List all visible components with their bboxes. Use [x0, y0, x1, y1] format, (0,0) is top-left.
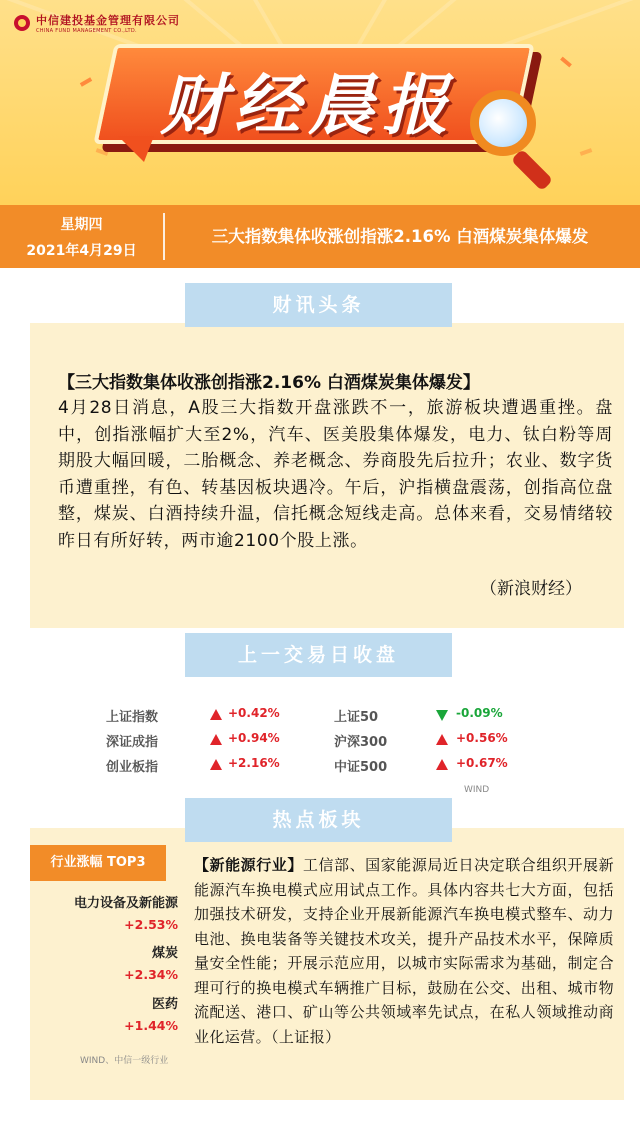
index-change: +0.94% [228, 731, 280, 745]
magnifier-handle-icon [511, 149, 553, 191]
headline: 三大指数集体收涨创指涨2.16% 白酒煤炭集体爆发 [211, 227, 589, 246]
sector-change: +2.53% [124, 917, 178, 932]
index-change: +0.42% [228, 706, 280, 720]
hot-section-label: 热点板块 [185, 798, 452, 842]
sector-change: +1.44% [124, 1018, 178, 1033]
date-block [0, 205, 163, 268]
company-name-en: CHINA FUND MANAGEMENT CO.,LTD. [36, 28, 137, 34]
up-arrow-icon [210, 759, 222, 770]
magnifier-icon [470, 90, 536, 156]
news-section-label: 财讯头条 [185, 283, 452, 327]
date: 2021年4月29日 [26, 243, 137, 259]
sector-change: +2.34% [124, 967, 178, 982]
news-title: 【三大指数集体收涨创指涨2.16% 白酒煤炭集体爆发】 [58, 373, 480, 393]
up-arrow-icon [210, 709, 222, 720]
index-name: 深证成指 [106, 735, 159, 750]
sector-name: 电力设备及新能源 [73, 896, 178, 911]
index-name: 上证指数 [106, 710, 159, 725]
hot-body-title: 【新能源行业】 [194, 856, 303, 874]
news-body: 4月28日消息，A股三大指数开盘涨跌不一，旅游板块遭遇重挫。盘中，创指涨幅扩大至2%，汽车、医美股集体爆发，电力、钛白粉等周期股大幅回暖，二胎概念、养老概念、券商股先后拉升；农业、数字货币遭重挫，有色、转基因板块遇冷。午后，沪指横盘震荡，创指高位盘整，煤炭、白酒持续升温，信托概念短线走高。总体来看，交易情绪较昨日有所好转，两市逾2100个股上涨。 [58, 398, 613, 551]
header-banner [0, 0, 640, 205]
hot-body-text: 工信部、国家能源局近日决定联合组织开展新能源汽车换电模式应用试点工作。具体内容共七大方面，包括加强技术研发，支持企业开展新能源汽车换电模式整车、动力电池、换电装备等关键技术攻关，提升产品技术水平，保障质量安全性能；开展示范应用，以城市实际需求为基础，制定合理可行的换电模式车辆推广目标，鼓励在公交、出租、城市物流配送、港口、矿山等公共领域率先试点，在私人领域推动商业化运营。（上证报） [194, 856, 614, 1046]
sector-name: 医药 [151, 997, 178, 1012]
up-arrow-icon [436, 734, 448, 745]
hot-source: WIND、中信一级行业 [80, 1056, 169, 1066]
up-arrow-icon [210, 734, 222, 745]
top3-label: 行业涨幅 TOP3 [30, 845, 166, 881]
down-arrow-icon [436, 710, 448, 721]
weekday: 星期四 [60, 217, 103, 233]
page-title: 财经晨报 [160, 67, 456, 144]
market-row [0, 706, 640, 730]
company-name-cn: 中信建投基金管理有限公司 [36, 14, 180, 27]
index-change: +0.67% [456, 756, 508, 770]
index-name: 中证500 [334, 760, 388, 775]
index-name: 创业板指 [106, 760, 159, 775]
market-row [0, 756, 640, 780]
date-divider [163, 213, 165, 260]
company-logo [14, 12, 180, 34]
market-row [0, 731, 640, 755]
index-name: 上证50 [334, 710, 379, 725]
index-change: -0.09% [456, 706, 503, 720]
market-source: WIND [464, 785, 490, 795]
market-section-label: 上一交易日收盘 [185, 633, 452, 677]
index-name: 沪深300 [334, 735, 388, 750]
index-change: +2.16% [228, 756, 280, 770]
news-source: （新浪财经） [480, 579, 582, 599]
index-change: +0.56% [456, 731, 508, 745]
sector-name: 煤炭 [151, 946, 178, 961]
hot-body [194, 853, 614, 1049]
up-arrow-icon [436, 759, 448, 770]
logo-mark-icon [14, 15, 30, 31]
